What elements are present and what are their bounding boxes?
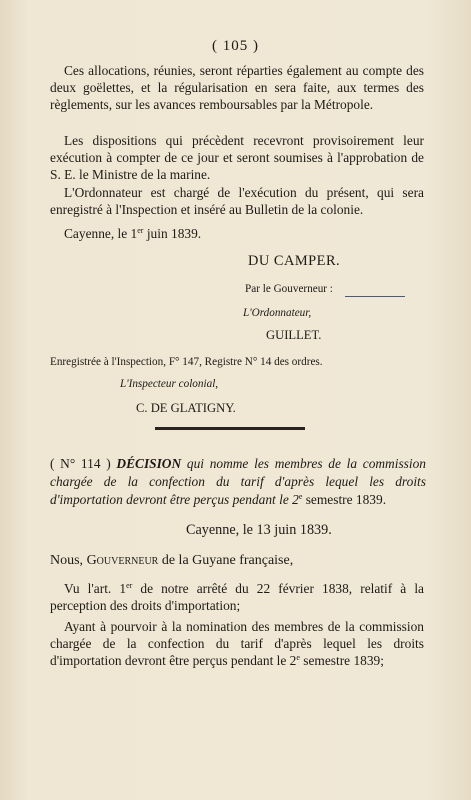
- paragraph-ordonnateur: L'Ordonnateur est chargé de l'exécution du présent, qui sera enregistré à l'Inspection et inséré au Bulletin de la colonie.: [50, 185, 424, 218]
- ordonnateur-title: L'Ordonnateur,: [243, 307, 312, 319]
- nous-gouverneur-line: Nous, Gouverneur de la Guyane française,: [50, 553, 294, 568]
- ink-underline: [345, 296, 405, 297]
- signature-du-camper: DU CAMPER.: [248, 253, 341, 269]
- paragraph-vu: Vu l'art. 1er de notre arrêté du 22 février 1838, relatif à la perception des droits d'importation;: [50, 581, 425, 614]
- par-le-gouverneur: Par le Gouverneur :: [245, 283, 333, 295]
- paragraph-ayant: Ayant à pourvoir à la nomination des membres de la commission chargée de la confection du tarif d'après lequel les droits d'importation devront être perçus pendant le 2e semestre 1839;: [50, 619, 424, 669]
- paragraph-dispositions: Les dispositions qui précèdent recevront provisoirement leur exécution à compter de ce jour et seront soumises à l'approbation de S. E. le Ministre de la marine.: [50, 133, 424, 183]
- registration-line: Enregistrée à l'Inspection, F° 147, Registre N° 14 des ordres.: [50, 356, 323, 368]
- paragraph-allocations: Ces allocations, réunies, seront réparties également au compte des deux goëlettes, et la régularisation en sera faite, aux termes des règlements, sur les avances remboursables par la Métropole.: [50, 63, 424, 113]
- separator-rule: [155, 427, 305, 430]
- place-date-first: Cayenne, le 1er juin 1839.: [64, 226, 202, 241]
- inspecteur-title: L'Inspecteur colonial,: [120, 378, 219, 390]
- page-number: ( 105 ): [212, 38, 259, 54]
- ordonnateur-name: GUILLET.: [266, 328, 322, 342]
- place-date-second: Cayenne, le 13 juin 1839.: [186, 522, 332, 538]
- decision-header: ( N° 114 ) DÉCISION qui nomme les membres de la commission chargée de la confection du tarif d'après lequel les droits d'importation devront être perçus pendant le 2e semestre 1839.: [50, 456, 426, 507]
- inspecteur-name: C. DE GLATIGNY.: [136, 401, 236, 415]
